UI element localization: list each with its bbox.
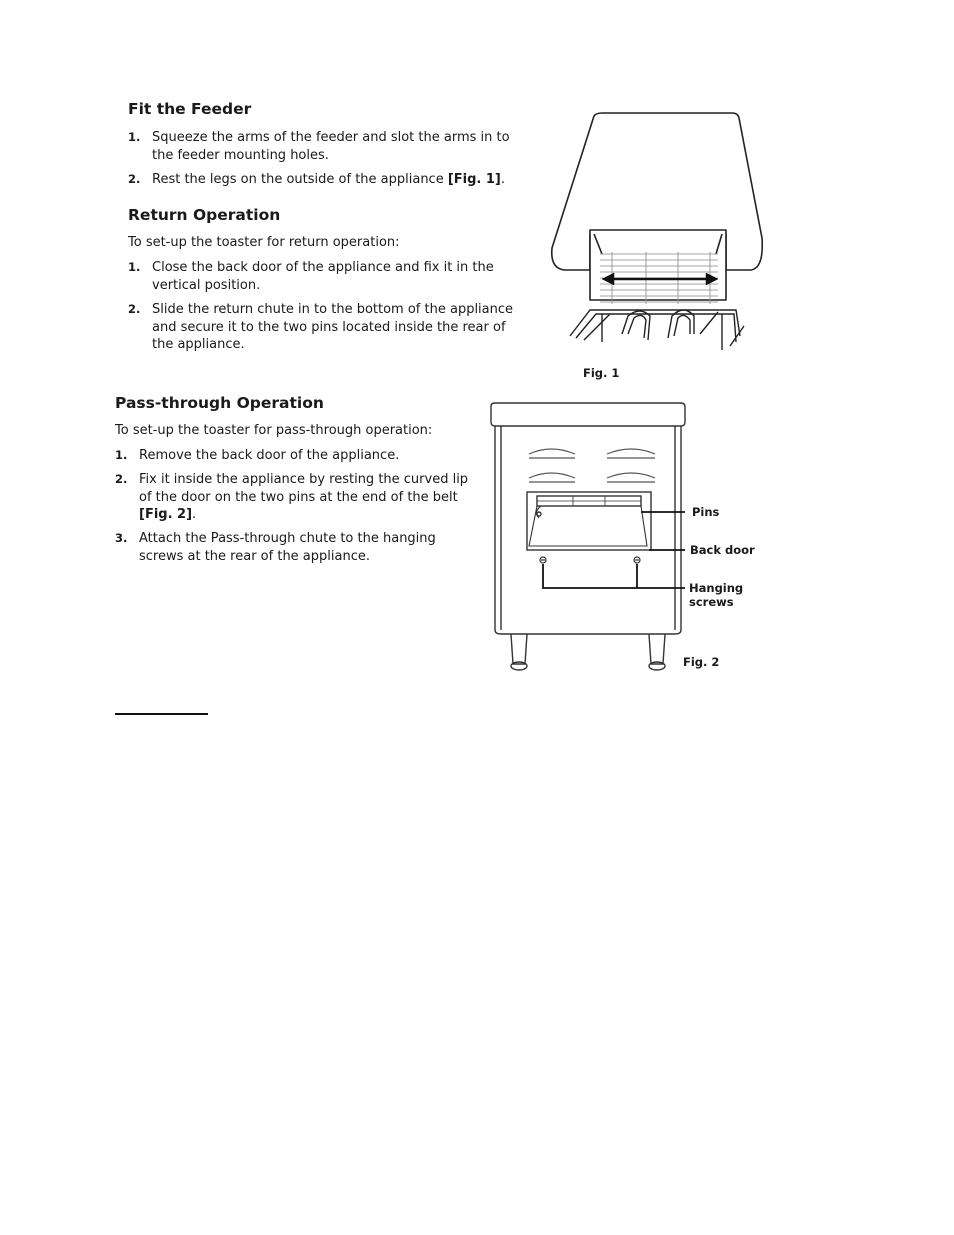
label-pins: Pins <box>692 505 720 519</box>
step-text-main: Fix it inside the appliance by resting the curved lip of the door on the two pins at the end of the belt <box>139 472 469 505</box>
section-divider <box>115 713 208 715</box>
step-number: 1. <box>115 448 128 462</box>
return-operation-heading: Return Operation <box>128 206 281 224</box>
pass-through-heading: Pass-through Operation <box>115 394 324 412</box>
step-number: 1. <box>128 260 141 274</box>
pass-through-intro: To set-up the toaster for pass-through operation: <box>115 423 433 438</box>
label-hanging-screws: Hanging screws <box>689 581 744 609</box>
fig1-illustration <box>550 108 750 358</box>
step-text: Slide the return chute in to the bottom of the appliance and secure it to the two pins located inside the rear of the appliance. <box>152 302 514 352</box>
step-text <box>152 171 505 189</box>
label-back-door: Back door <box>690 543 755 557</box>
step-text-end: . <box>192 507 197 522</box>
step-number: 3. <box>115 531 128 545</box>
step-number: 2. <box>128 302 141 316</box>
fig2-caption: Fig. 2 <box>683 655 720 669</box>
step-text: Squeeze the arms of the feeder and slot the arms in to the feeder mounting holes. <box>152 130 510 163</box>
step-number: 2. <box>128 172 141 186</box>
step-number: 1. <box>128 130 141 144</box>
figure-reference: [Fig. 1] <box>447 172 501 187</box>
figure-reference: [Fig. 2] <box>139 507 193 522</box>
fit-feeder-heading: Fit the Feeder <box>128 100 252 118</box>
step-text <box>139 471 469 524</box>
step-text: Remove the back door of the appliance. <box>139 448 400 463</box>
step-text: Attach the Pass-through chute to the hanging screws at the rear of the appliance. <box>139 531 436 564</box>
return-operation-intro: To set-up the toaster for return operation: <box>128 235 400 250</box>
step-text-main: Rest the legs on the outside of the appliance <box>152 172 448 187</box>
step-number: 2. <box>115 472 128 486</box>
fig2-illustration <box>489 402 689 677</box>
step-text-end: . <box>500 172 506 187</box>
fig1-caption: Fig. 1 <box>583 366 620 380</box>
step-text: Close the back door of the appliance and fix it in the vertical position. <box>152 260 494 293</box>
